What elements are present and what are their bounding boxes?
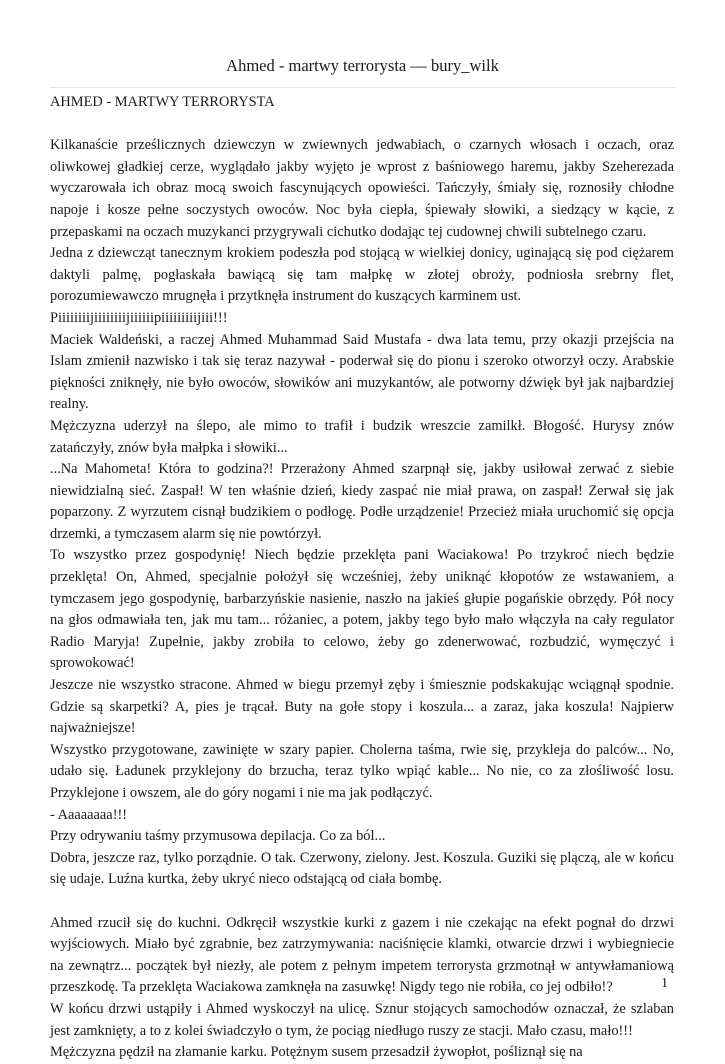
paragraph: Kilkanaście prześlicznych dziewczyn w zwiewnych jedwabiach, o czarnych włosach i oczach, oraz oliwkowej gładkiej cerze, wyglądało jakby wyjęto je wprost z baśniowego haremu, jakby Szeherezada wyczarowała ich obraz mocą swoich fascynujących opowieści. Tańczyły, śmiały się, roznosiły chłodne napoje i kosze pełne soczystych owoców. Noc była ciepła, śpiewały słowiki, a siedzący w kącie, z przepaskami na oczach muzykanci przygrywali cichutko dodając tej cudownej chwili subtelnego czaru. xyxy=(50,137,674,240)
paragraph: Mężczyzna uderzył na ślepo, ale mimo to trafił i budzik wreszcie zamilkł. Błogość. Hurysy znów zatańczyły, znów była małpka i słowiki... xyxy=(50,417,674,456)
title-divider xyxy=(50,87,675,88)
paragraph: Dobra, jeszcze raz, tylko porządnie. O tak. Czerwony, zielony. Jest. Koszula. Guziki się plączą, ale w końcu się udaje. Luźna kurtka, żeby ukryć nieco odstającą od ciała bombę. xyxy=(50,849,674,888)
page-number: 1 xyxy=(661,976,668,991)
paragraph: Przy odrywaniu taśmy przymusowa depilacja. Co za ból... xyxy=(50,828,386,845)
paragraph: - Aaaaaaaa!!! xyxy=(50,806,128,823)
paragraph: W końcu drzwi ustąpiły i Ahmed wyskoczył na ulicę. Sznur stojących samochodów oznaczał, że szlaban jest zamknięty, a to z kolei świadczyło o tym, że pociąg niedługo ruszy ze stacji. Mało czasu, mało!!! xyxy=(50,1000,674,1039)
document-title: Ahmed - martwy terrorysta — bury_wilk xyxy=(226,56,499,75)
paragraph: To wszystko przez gospodynię! Niech będzie przeklęta pani Waciakowa! Po trzykroć niech będzie przeklęta! On, Ahmed, specjalnie położył się wcześniej, żeby uniknąć kłopotów ze wstawaniem, a tymczasem jego gospodynię, barbarzyńskie nasienie, naszło na jakieś głupie pogańskie obrzędy. Pół nocy na głos odmawiała ten, jak mu tam... różaniec, a potem, jakby tego było mało włączyła na cały regulator Radio Maryja! Zupełnie, jakby zrobiła to celowo, żeby go zdenerwować, rozbudzić, wymęczyć i sprowokować! xyxy=(50,547,674,672)
paragraph: Mężczyzna pędził na złamanie karku. Potężnym susem przesadził żywopłot, pośliznął się na xyxy=(50,1044,583,1061)
document-body xyxy=(50,92,674,1064)
paragraph: Jeszcze nie wszystko stracone. Ahmed w biegu przemył zęby i śmiesznie podskakując wciągnął spodnie. Gdzie są skarpetki? A, pies je trącał. Buty na gołe stopy i koszula... a zaraz, jaka koszula! Najpierw najważniejsze! xyxy=(50,677,674,737)
story-heading: AHMED - MARTWY TERRORYSTA xyxy=(50,94,275,110)
paragraph: Jedna z dziewcząt tanecznym krokiem podeszła pod stojącą w wielkiej donicy, uginającą się pod ciężarem daktyli palmę, pogłaskała bawiącą się tam małpkę w złotej obroży, podniosła srebrny flet, porozumiewawczo mrugnęła i przytknęła instrument do kuszących karminem ust. xyxy=(50,245,674,305)
paragraph: ...Na Mahometa! Która to godzina?! Przerażony Ahmed szarpnął się, jakby usiłował zerwać z siebie niewidzialną sieć. Zaspał! W ten właśnie dzień, kiedy zaspać nie miał prawa, on zaspał! Zerwał się jak poparzony. Z wyrzutem cisnął budzikiem o podłogę. Podłe urządzenie! Przecież miała uruchomić się opcja drzemki, a tymczasem alarm się nie powtórzył. xyxy=(50,461,674,542)
paragraph: Wszystko przygotowane, zawinięte w szary papier. Cholerna taśma, rwie się, przykleja do palców... No, udało się. Ładunek przyklejony do brzucha, teraz tylko wpiąć kable... No nie, co za złośliwość losu. Przyklejone i owszem, ale do góry nogami i nie ma jak podłączyć. xyxy=(50,741,674,801)
paragraph: Ahmed rzucił się do kuchni. Odkręcił wszystkie kurki z gazem i nie czekając na efekt pognał do drzwi wyjściowych. Miało być zgrabnie, bez zatrzymywania: naciśnięcie klamki, otwarcie drzwi i wybiegniecie na zewnątrz... początek był niezły, ale potem z pełnym impetem terrorysta grzmotnął w antywłamaniową przeszkodę. Ta przeklęta Waciakowa zamknęła na zasuwkę! Nigdy tego nie robiła, co jej odbiło!? xyxy=(50,914,674,996)
paragraph: Maciek Waldeński, a raczej Ahmed Muhammad Said Mustafa - dwa lata temu, przy okazji przejścia na Islam zmienił nazwisko i tak się teraz nazywał - poderwał się do pionu i szeroko otworzył oczy. Arabskie piękności zniknęły, nie było owoców, słowików ani muzykantów, ale potworny dźwięk był jak najbardziej realny. xyxy=(50,331,674,413)
paragraph: Piiiiiiiijiiiiiiiijiiiiiipiiiiiiiiijiii!!! xyxy=(50,309,228,326)
